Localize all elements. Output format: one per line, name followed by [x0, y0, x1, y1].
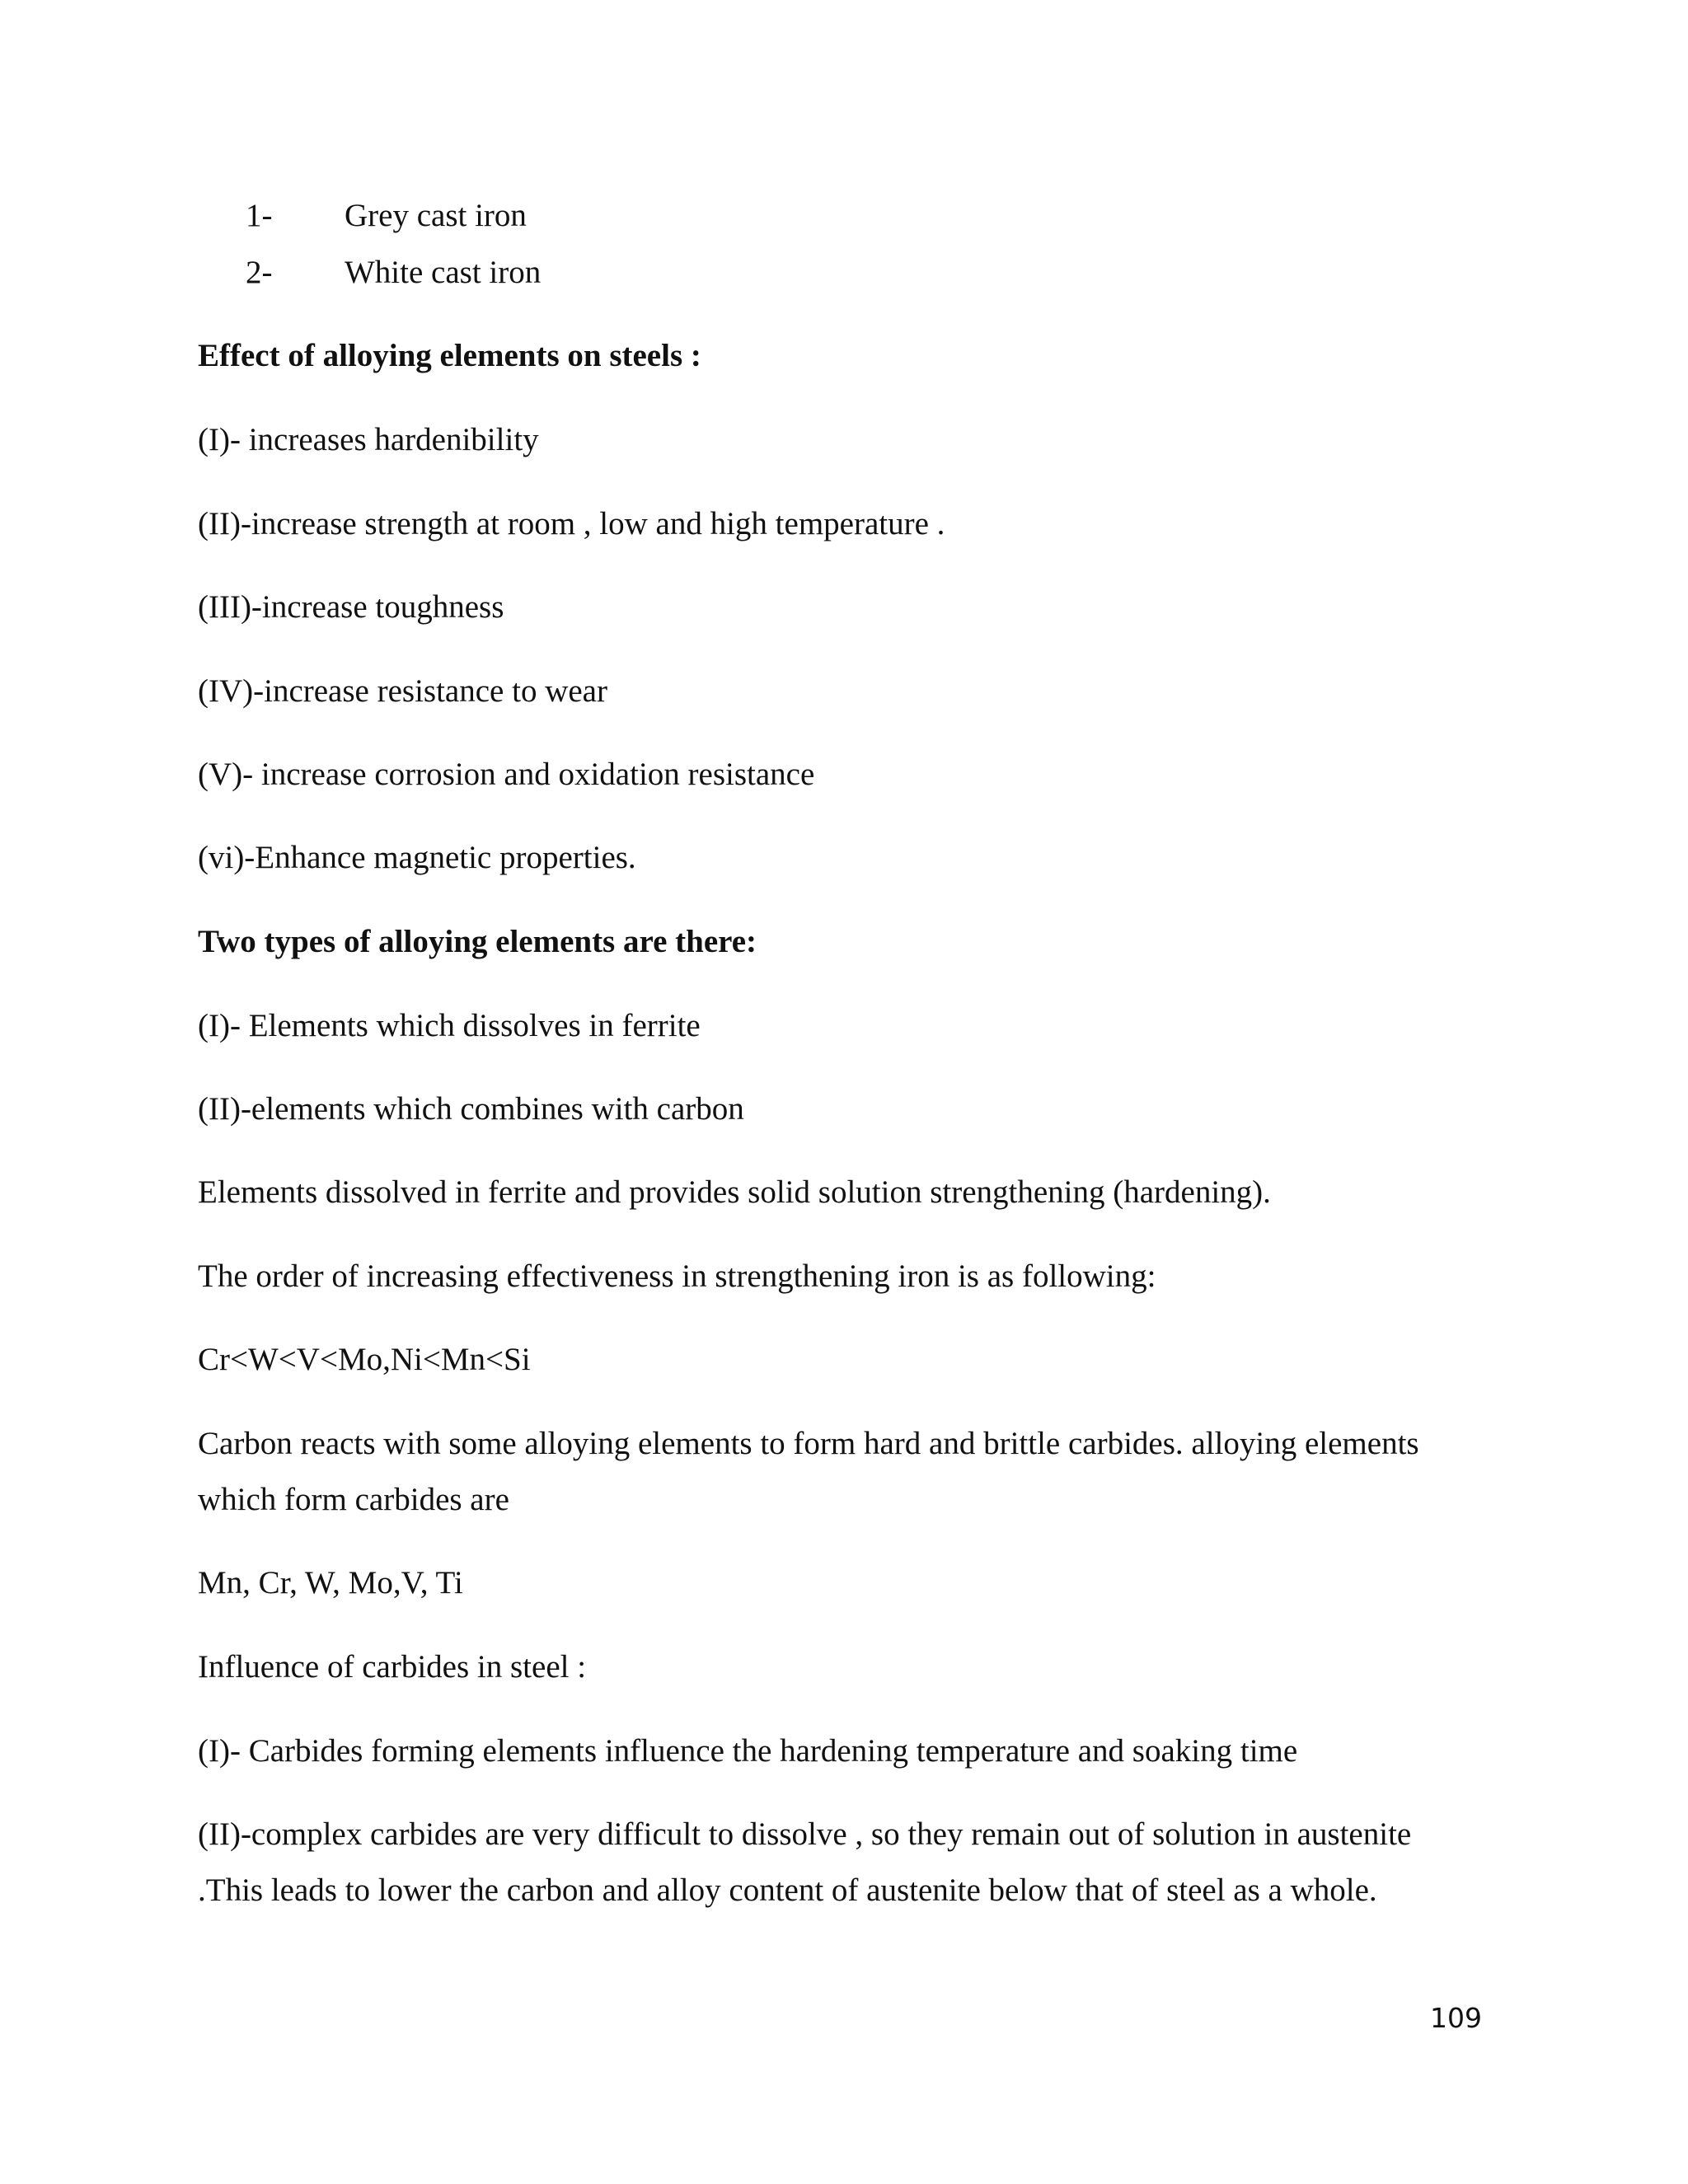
list-item-white-cast-iron: White cast iron [345, 255, 542, 290]
influence-item-2-line-1: (II)-complex carbides are very difficult to dissolve , so they remain out of solution in austenite [198, 1816, 1412, 1852]
effect-item: (I)- increases hardenibility [198, 422, 539, 457]
effect-item: (II)-increase strength at room , low and high temperature . [198, 506, 945, 541]
order-statement: The order of increasing effectiveness in strengthening iron is as following: [198, 1258, 1156, 1294]
effect-item: (IV)-increase resistance to wear [198, 673, 607, 709]
influence-heading: Influence of carbides in steel : [198, 1649, 587, 1685]
ferrite-statement: Elements dissolved in ferrite and provides solid solution strengthening (hardening). [198, 1174, 1271, 1210]
effects-heading: Effect of alloying elements on steels : [198, 338, 701, 373]
carbide-elements: Mn, Cr, W, Mo,V, Ti [198, 1565, 463, 1601]
list-number: 1- [246, 198, 273, 233]
page-number: 109 [1430, 2002, 1482, 2034]
order-sequence: Cr<W<V<Mo,Ni<Mn<Si [198, 1342, 531, 1377]
list-item-grey-cast-iron: Grey cast iron [345, 198, 527, 233]
effect-item: (III)-increase toughness [198, 589, 504, 625]
carbide-statement-line-1: Carbon reacts with some alloying elements to form hard and brittle carbides. alloying elements [198, 1426, 1419, 1461]
type-item: (I)- Elements which dissolves in ferrite [198, 1008, 701, 1043]
influence-item-1: (I)- Carbides forming elements influence the hardening temperature and soaking time [198, 1733, 1298, 1769]
influence-item-2-line-2: .This leads to lower the carbon and alloy content of austenite below that of steel as a whole. [198, 1872, 1377, 1908]
list-number: 2- [246, 255, 273, 290]
type-item: (II)-elements which combines with carbon [198, 1091, 744, 1127]
effect-item: (V)- increase corrosion and oxidation resistance [198, 757, 815, 792]
carbide-statement-line-2: which form carbides are [198, 1482, 509, 1517]
types-heading: Two types of alloying elements are there: [198, 924, 757, 959]
effect-item: (vi)-Enhance magnetic properties. [198, 840, 636, 875]
